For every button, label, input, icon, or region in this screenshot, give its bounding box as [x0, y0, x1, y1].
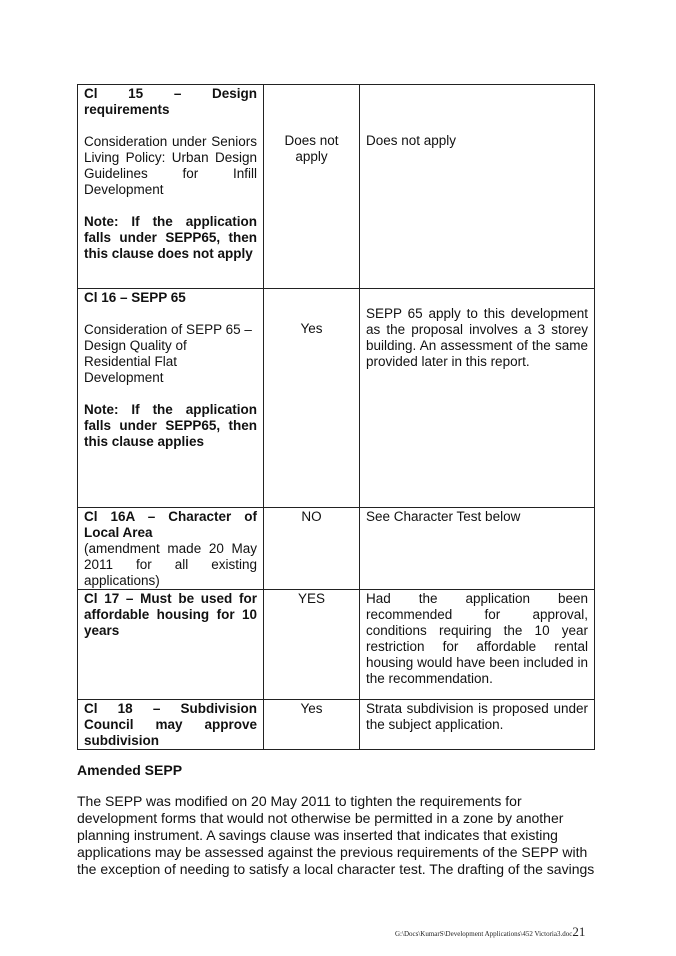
- comment-cell: [360, 85, 595, 289]
- table-row: [78, 289, 595, 508]
- clause-title: Cl 17 – Must be used for affordable housing for 10 years: [84, 591, 257, 638]
- clause-text: Consideration of SEPP 65 – Design Quality of Residential Flat Development: [84, 322, 252, 385]
- clause-title: Cl 18 – Subdivision Council may approve subdivision: [84, 701, 257, 748]
- comment-cell: [360, 508, 595, 590]
- clause-note: Note: If the application falls under SEPP65, then this clause applies: [84, 402, 257, 449]
- clause-title: Cl 16 – SEPP 65: [84, 290, 186, 305]
- compliance-value: NO: [301, 509, 322, 524]
- clause-note: Note: If the application falls under SEPP65, then this clause does not apply: [84, 214, 257, 261]
- compliance-cell: [264, 700, 360, 750]
- clause-cell: [78, 85, 264, 289]
- comment-text: SEPP 65 apply to this development as the proposal involves a 3 storey building. An assessment of the same provided later in this report.: [366, 306, 588, 369]
- file-path: G:\Docs\KumarS\Development Applications\452 Victoria3.doc: [395, 930, 573, 938]
- section-heading: Amended SEPP: [77, 762, 183, 778]
- page-footer: [395, 924, 585, 940]
- compliance-value: Yes: [300, 321, 323, 336]
- clause-title: Cl 15 – Design requirements: [84, 86, 257, 117]
- clause-text: (amendment made 20 May 2011 for all existing applications): [84, 541, 257, 588]
- compliance-value: Yes: [300, 701, 323, 716]
- section-paragraph: The SEPP was modified on 20 May 2011 to tighten the requirements for development forms that would not otherwise be permitted in a zone by another planning instrument. A savings clause was inserted that indicates that existing applications may be assessed against the previous requirements of the SEPP with the exception of needing to satisfy a local character test. The drafting of the savings: [77, 793, 595, 877]
- comment-cell: [360, 700, 595, 750]
- comment-cell: [360, 590, 595, 700]
- table-row: [78, 700, 595, 750]
- compliance-cell: [264, 590, 360, 700]
- table-row: [78, 590, 595, 700]
- compliance-cell: [264, 289, 360, 508]
- comment-text: Strata subdivision is proposed under the subject application.: [366, 701, 588, 732]
- table-row: [78, 508, 595, 590]
- clause-text: Consideration under Seniors Living Policy: Urban Design Guidelines for Infill Development: [84, 134, 257, 197]
- clause-cell: [78, 289, 264, 508]
- compliance-cell: [264, 85, 360, 289]
- clause-cell: [78, 508, 264, 590]
- table-row: [78, 85, 595, 289]
- page-number: 21: [572, 924, 586, 939]
- comment-text: Had the application been recommended for approval, conditions requiring the 10 year restriction for affordable rental housing would have been included in the recommendation.: [366, 591, 588, 686]
- comment-cell: [360, 289, 595, 508]
- clause-title: Cl 16A – Character of Local Area: [84, 509, 257, 540]
- compliance-value: YES: [297, 591, 325, 606]
- comment-text: See Character Test below: [366, 509, 521, 524]
- clause-cell: [78, 700, 264, 750]
- clause-table: [77, 84, 595, 750]
- compliance-cell: [264, 508, 360, 590]
- compliance-value: Does not apply: [284, 133, 339, 164]
- clause-cell: [78, 590, 264, 700]
- comment-text: Does not apply: [366, 133, 457, 148]
